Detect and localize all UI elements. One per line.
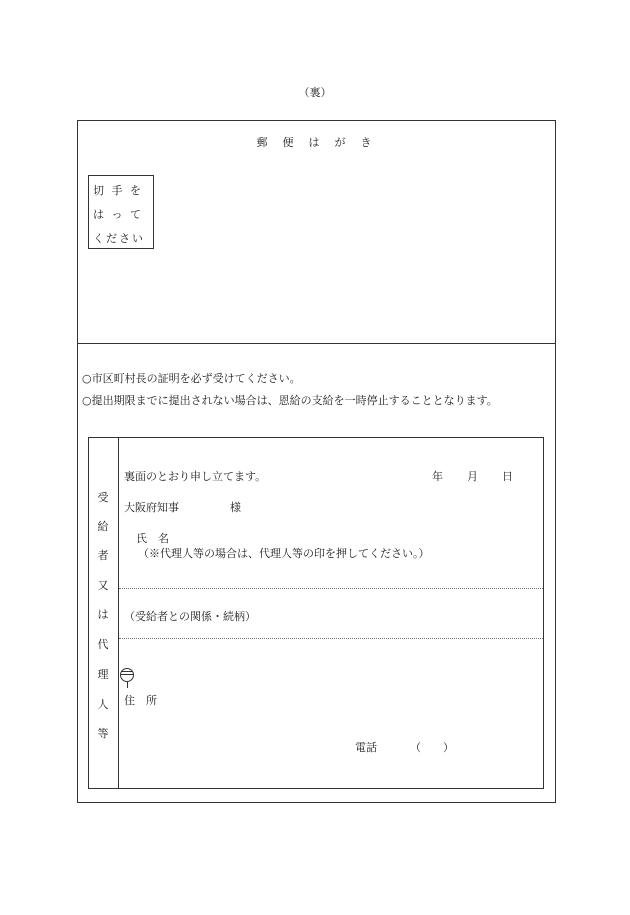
date-day-label: 日 — [502, 470, 513, 483]
stamp-text-line: 切 手 を — [93, 184, 143, 197]
vertical-label-char: 等 — [97, 727, 109, 740]
date-year-label: 年 — [432, 470, 443, 483]
name-field-label: 氏 名 — [136, 532, 169, 545]
seal-instruction: （※代理人等の場合は、代理人等の印を押してください。） — [138, 547, 430, 560]
stamp-text-line: ください — [93, 232, 145, 245]
postal-mark-icon-stem — [127, 682, 128, 688]
applicant-label-divider — [118, 437, 119, 789]
vertical-label-char: 受 — [97, 491, 109, 504]
statement-text: 裏面のとおり申し立てます。 — [124, 470, 267, 483]
phone-field-label: 電話 — [355, 741, 377, 754]
vertical-label-char: 者 — [97, 549, 109, 562]
vertical-label-char: は — [97, 608, 109, 621]
vertical-label-char: 給 — [97, 520, 109, 533]
notice-deadline: ○提出期限までに提出されない場合は、恩給の支給を一時停止することとなります。 — [82, 394, 498, 407]
addressee-text: 大阪府知事 — [124, 501, 179, 514]
vertical-label-char: 代 — [97, 638, 109, 651]
relation-field-label: （受給者との関係・続柄） — [124, 610, 256, 623]
postcard-title: 郵 便 は が き — [256, 136, 374, 149]
dotted-separator — [119, 638, 543, 639]
vertical-label-char: 人 — [97, 698, 109, 711]
postal-mark-icon-bar — [121, 671, 133, 672]
honorific-text: 様 — [230, 501, 241, 514]
phone-area-code-paren: （ ） — [410, 741, 454, 754]
notice-certification: ○市区町村長の証明を必ず受けてください。 — [82, 372, 301, 385]
vertical-label-char: 又 — [97, 579, 109, 592]
section-divider — [77, 343, 556, 344]
page-side-label: （裏） — [298, 86, 332, 99]
postal-mark-icon-bar — [121, 674, 133, 675]
dotted-separator — [119, 588, 543, 589]
date-month-label: 月 — [467, 470, 478, 483]
stamp-text-line: は っ て — [93, 208, 143, 221]
address-field-label: 住 所 — [124, 694, 157, 707]
vertical-label-char: 理 — [97, 668, 109, 681]
